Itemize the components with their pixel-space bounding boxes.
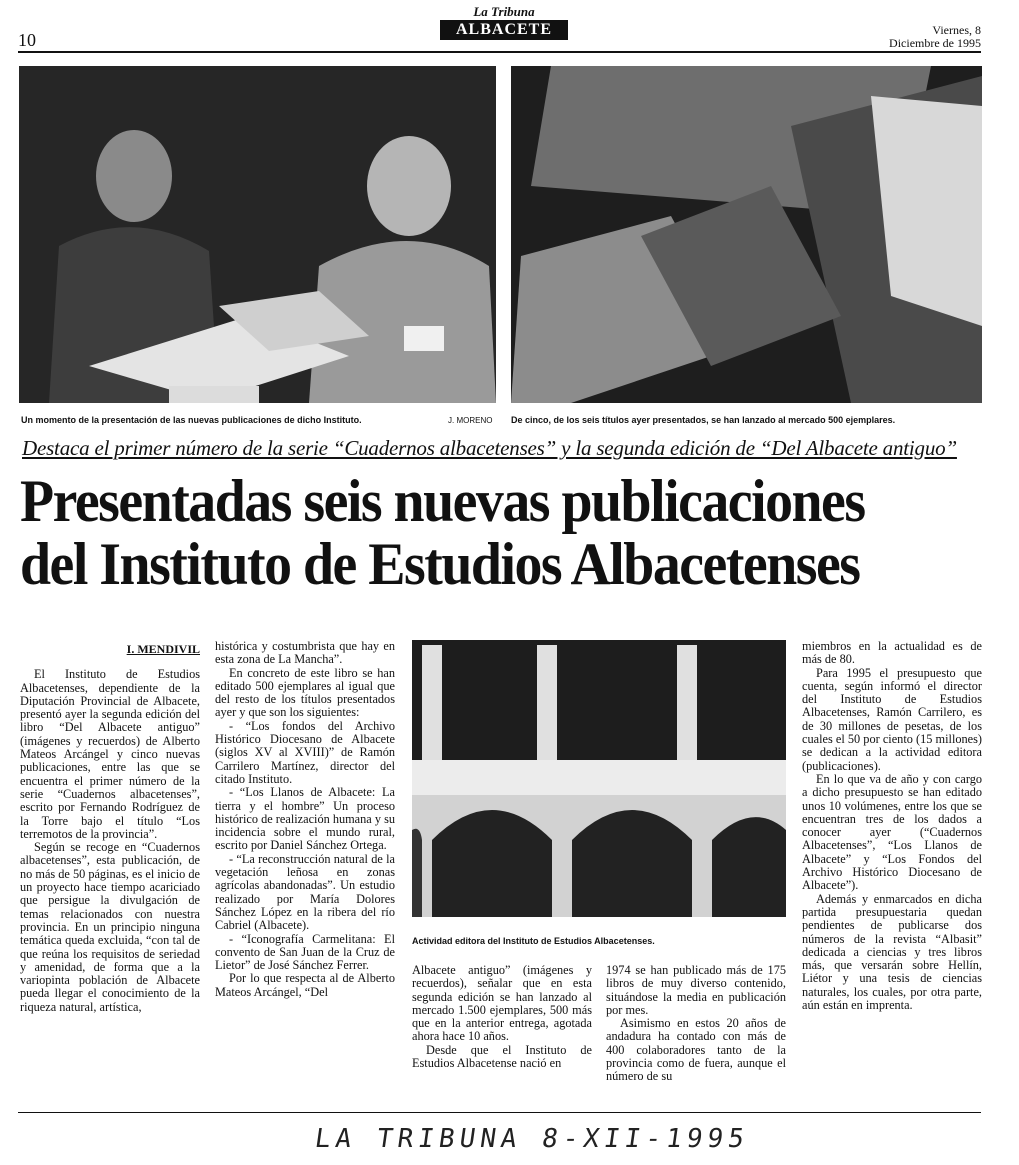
article-column-2 <box>215 640 395 999</box>
col5-para-4: Además y enmarcados en dicha partida presupuestaria quedan pendientes de publicarse dos números de la revista “Albasit” dedicada a ciencias y tres libros más, que versarán sobre Hellín, Liétor y una tesis de ciencias naturales, los cuales, por otra parte, aún están en imprenta. <box>802 891 982 1013</box>
article-column-3 <box>412 964 592 1070</box>
col3-para-1: Albacete antiguo” (imágenes y recuerdos), señalar que en esta segunda edición se han lanzado al mercado 1.500 ejemplares, 500 más que en la anterior entrega, agotada ahora hace 10 años. <box>412 963 592 1044</box>
article-headline <box>20 470 913 596</box>
article-column-5 <box>802 640 982 1012</box>
issue-date <box>889 24 981 50</box>
photo-credit: J. MORENO <box>448 416 493 425</box>
col4-para-1: 1974 se han publicado más de 175 libros de muy diverso contenido, situándose la media en publicación por mes. <box>606 963 786 1017</box>
headline-line-1: Presentadas seis nuevas publicaciones <box>20 468 865 534</box>
col5-para-3: En lo que va de año y con cargo a dicho presupuesto se han editado unos 10 volúmenes, entre los que se encuentran tres de los dados a conocer ayer (“Cuadernos Albacetenses”, “Los Llanos de Albacete” y “Los Fondos del Archivo Histórico Diocesano de Albacete”). <box>802 771 982 893</box>
handwritten-date-note: LA TRIBUNA 8-XII-1995 <box>312 1124 751 1154</box>
col5-para-2: Para 1995 el presupuesto que cuenta, según informó el director del Instituto de Estudios Albacetenses, Ramón Carrilero, es de 30 millones de pesetas, de los cuales el 50 por ciento (15 millones) se dedican a la actividad editora (publicaciones). <box>802 665 982 773</box>
bottom-rule <box>18 1112 981 1113</box>
col3-para-2: Desde que el Instituto de Estudios Albacetense nació en <box>412 1042 592 1071</box>
col2-para-3: - “Los fondos del Archivo Histórico Diocesano de Albacete (siglos XV al XVIII)” de Ramón Carrilero Martínez, director del citado Instituto. <box>215 718 395 786</box>
col2-para-2: En concreto de este libro se han editado 500 ejemplares al igual que del resto de los títulos presentados ayer y que son los siguientes: <box>215 665 395 720</box>
col2-para-5: - “La reconstrucción natural de la vegetación leñosa en zonas agrícolas abandonadas”. Un estudio realizado por María Dolores Sánchez López en la ribera del río Cabriel (Albacete). <box>215 851 395 933</box>
newspaper-name: La Tribuna <box>473 4 535 19</box>
photo-publications <box>511 66 982 403</box>
col2-para-1: histórica y costumbrista que hay en esta zona de La Mancha”. <box>215 639 395 667</box>
col5-para-1: miembros en la actualidad es de más de 80. <box>802 639 982 667</box>
col1-para-1: El Instituto de Estudios Albacetenses, dependiente de la Diputación Provincial de Albacete, presentó ayer la segunda edición del libro “Del Albacete antiguo” (imágenes y recuerdos) de Alberto Mateos Arcángel y cinco nuevas publicaciones, entre las que se encuentra el primer número de la serie “Cuadernos albacetenses”, escrito por Fernando Rodríguez de la Torre bajo el título “Los terremotos de la provincia”. <box>20 667 200 841</box>
section-label: ALBACETE <box>440 20 568 40</box>
photo-presentation-image <box>19 66 496 403</box>
byline: I. MENDIVIL <box>126 642 200 656</box>
photo-cloister <box>412 640 786 917</box>
issue-month-year: Diciembre de 1995 <box>889 36 981 50</box>
col2-para-7: Por lo que respecta al de Alberto Mateos Arcángel, “Del <box>215 971 395 999</box>
col1-para-2: Según se recoge en “Cuadernos albacetenses”, esta publicación, de no más de 50 páginas, es el inicio de un proyecto hace tiempo acariciado que persigue la divulgación de temas relacionados con nuestra provincia. En un principio ninguna temática queda excluida, “con tal de que reúna los requisitos de seriedad y amenidad, de forma que a la variopinta población de Albacete pueda llegar el conocimiento de la riqueza natural, artística, <box>20 840 200 1014</box>
article-column-1 <box>20 643 200 1014</box>
col2-para-6: - “Iconografía Carmelitana: El convento de San Juan de la Cruz de Lietor” de José Sánchez Ferrer. <box>215 931 395 973</box>
issue-weekday: Viernes, 8 <box>932 23 981 37</box>
photo-presentation <box>19 66 496 403</box>
masthead-rule <box>18 51 981 53</box>
photo-publications-image <box>511 66 982 403</box>
article-kicker: Destaca el primer número de la serie “Cuadernos albacetenses” y la segunda edición de “Del Albacete antiguo” <box>22 436 957 460</box>
photo-left-caption: Un momento de la presentación de las nuevas publicaciones de dicho Instituto. <box>21 415 362 425</box>
masthead-brand <box>440 5 568 40</box>
article-column-4 <box>606 964 786 1084</box>
headline-line-2: del Instituto de Estudios Albacetenses <box>20 531 860 597</box>
photo-cloister-image <box>412 640 786 917</box>
photo-right-caption: De cinco, de los seis títulos ayer presentados, se han lanzado al mercado 500 ejemplares. <box>511 415 896 425</box>
col2-para-4: - “Los Llanos de Albacete: La tierra y el hombre” Un proceso histórico de realización humana y su incidencia sobre el mundo rural, escrito por Daniel Sánchez Ortega. <box>215 785 395 853</box>
col4-para-2: Asimismo en estos 20 años de andadura ha contado con más de 400 colaboradores tanto de la provincia como de fuera, aunque el número de su <box>606 1016 786 1084</box>
page-number: 10 <box>18 30 36 50</box>
photo-center-caption: Actividad editora del Instituto de Estudios Albacetenses. <box>412 936 655 946</box>
